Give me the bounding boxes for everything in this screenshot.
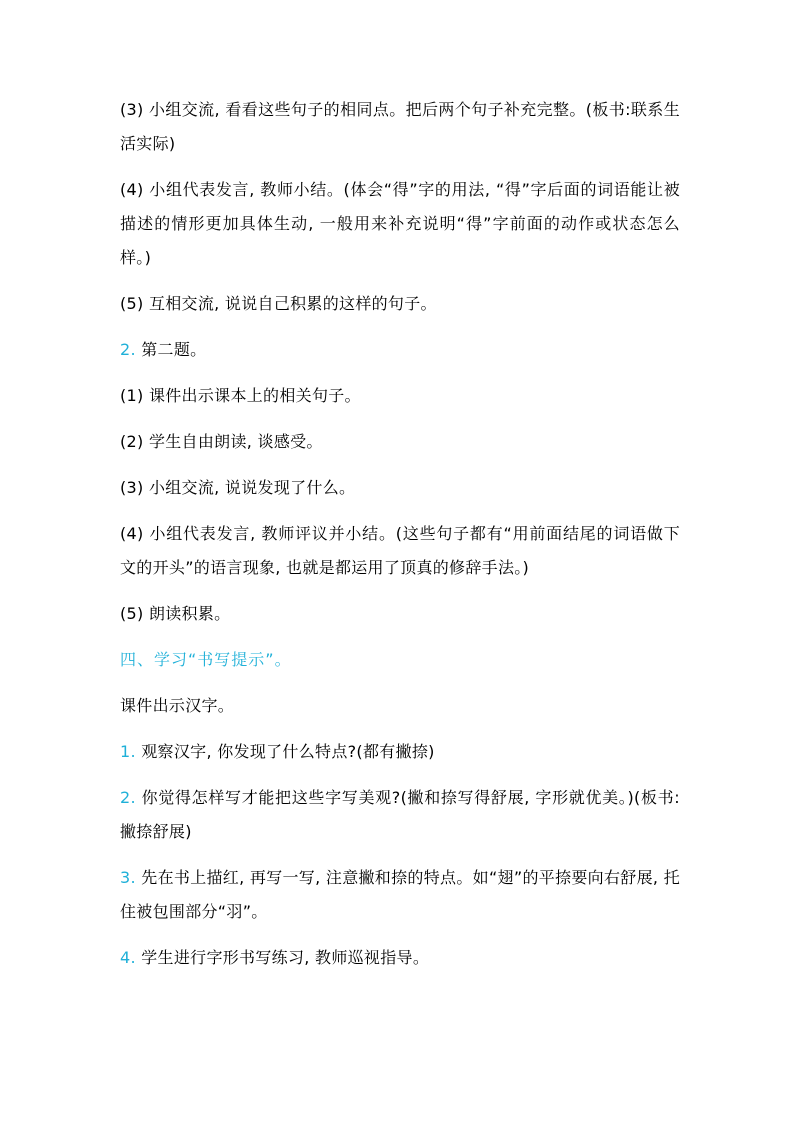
paragraph-sub-2: [120, 425, 680, 459]
writing-step-4: [120, 941, 680, 975]
paragraph-sub-5: [120, 597, 680, 631]
paragraph-text: 第二题。: [135, 340, 207, 359]
writing-step-2: [120, 781, 680, 849]
paragraph-text: (3) 小组交流, 看看这些句子的相同点。把后两个句子补充完整。(板书:联系生活实际): [120, 100, 680, 153]
paragraph-text: (4) 小组代表发言, 教师小结。(体会“得”字的用法, “得”字后面的词语能让被描述的情形更加具体生动, 一般用来补充说明“得”字前面的动作或状态怎么样。): [120, 180, 680, 267]
list-number: 1.: [120, 742, 136, 761]
writing-step-3: [120, 861, 680, 929]
paragraph-text: (2) 学生自由朗读, 谈感受。: [120, 432, 323, 451]
section-heading: 四、学习“书写提示”。: [120, 650, 292, 669]
paragraph-text: (5) 朗读积累。: [120, 604, 231, 623]
paragraph-text: (1) 课件出示课本上的相关句子。: [120, 386, 361, 405]
section-intro: 课件出示汉字。: [120, 696, 235, 715]
writing-step-1: [120, 735, 680, 769]
paragraph-text: 你觉得怎样写才能把这些字写美观?(撇和捺写得舒展, 字形就优美。)(板书:撇捺舒展): [120, 788, 680, 841]
document-body: [120, 93, 680, 987]
paragraph-second-question: [120, 333, 680, 367]
list-number: 2.: [120, 788, 136, 807]
list-number: 2.: [120, 340, 136, 359]
paragraph-text: (3) 小组交流, 说说发现了什么。: [120, 478, 356, 497]
paragraph-sub-4: [120, 517, 680, 585]
paragraph-text: (5) 互相交流, 说说自己积累的这样的句子。: [120, 294, 437, 313]
paragraph-sub-3: [120, 471, 680, 505]
list-number: 3.: [120, 868, 136, 887]
paragraph-step-5: [120, 287, 680, 321]
paragraph-step-3: [120, 93, 680, 161]
paragraph-text: (4) 小组代表发言, 教师评议并小结。(这些句子都有“用前面结尾的词语做下文的开头”的语言现象, 也就是都运用了顶真的修辞手法。): [120, 524, 680, 577]
paragraph-step-4: [120, 173, 680, 275]
paragraph-text: 观察汉字, 你发现了什么特点?(都有撇捺): [135, 742, 435, 761]
paragraph-text: 学生进行字形书写练习, 教师巡视指导。: [135, 948, 430, 967]
list-number: 4.: [120, 948, 136, 967]
paragraph-sub-1: [120, 379, 680, 413]
paragraph-text: 先在书上描红, 再写一写, 注意撇和捺的特点。如“翅”的平捺要向右舒展, 托住被包围部分“羽”。: [120, 868, 680, 921]
